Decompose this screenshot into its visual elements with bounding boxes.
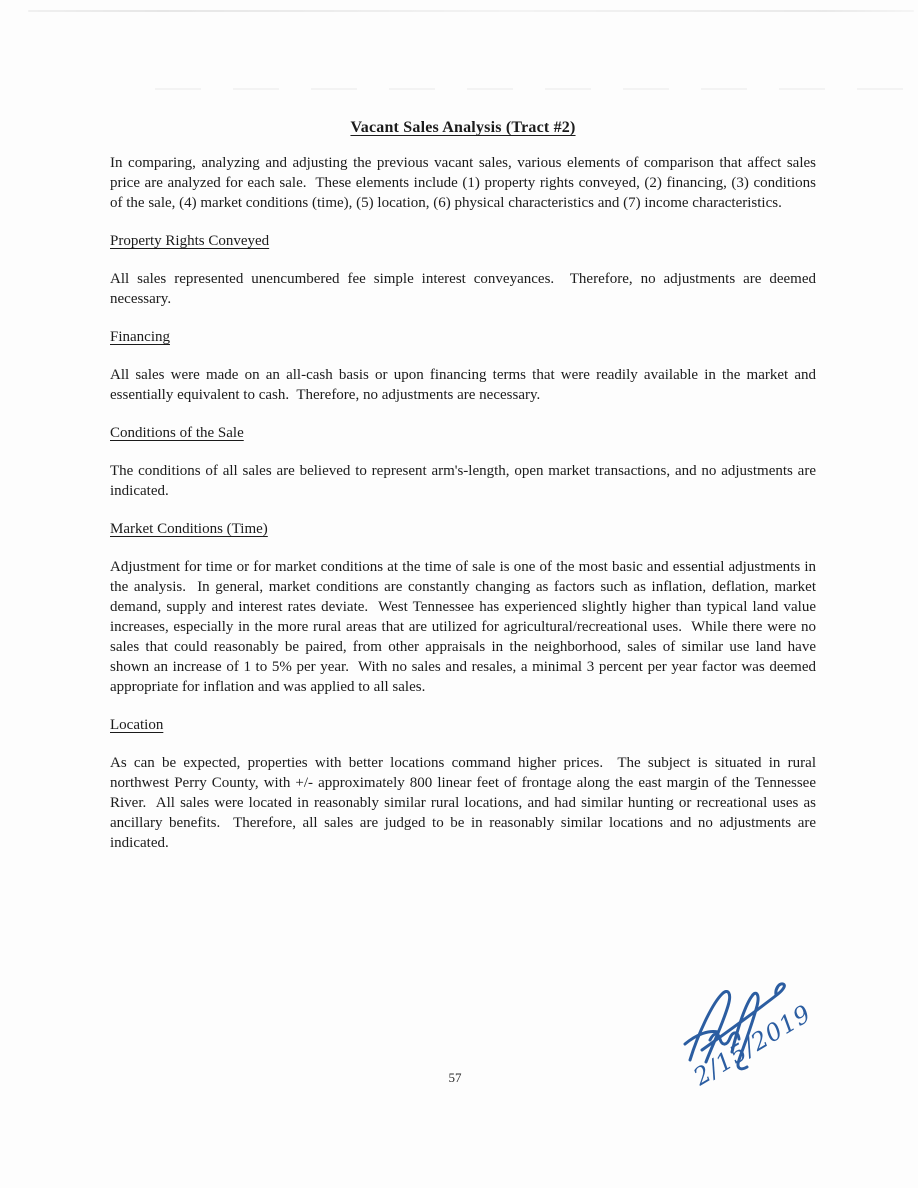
section-location — [110, 715, 816, 853]
section-body-market-conditions: Adjustment for time or for market conditions at the time of sale is one of the most basic and essential adjustments in the analysis. In general, market conditions are constantly changing as factors such as inflation, deflation, market demand, supply and interest rates deviate. West Tennessee has experienced slightly higher than typical land value increases, especially in the more rural areas that are utilized for agricultural/recreational uses. While there were no sales that could reasonably be paired, from other appraisals in the neighborhood, sales of similar use land have shown an increase of 1 to 5% per year. With no sales and resales, a minimal 3 percent per year factor was deemed appropriate for inflation and was applied to all sales. — [110, 559, 816, 695]
page-number: 57 — [448, 1070, 462, 1085]
section-market-conditions — [110, 519, 816, 697]
section-conditions-of-sale — [110, 423, 816, 501]
section-financing — [110, 327, 816, 405]
page-title: Vacant Sales Analysis (Tract #2) — [350, 119, 576, 136]
section-body-conditions-of-sale: The conditions of all sales are believed to represent arm's-length, open market transactions, and no adjustments are indicated. — [110, 463, 816, 499]
section-body-location: As can be expected, properties with better locations command higher prices. The subject is situated in rural northwest Perry County, with +/- approximately 800 linear feet of frontage along the east margin of the Tennessee River. All sales were located in reasonably similar rural locations, and had similar hunting or recreational uses as ancillary benefits. Therefore, all sales are judged to be in reasonably similar locations and no adjustments are indicated. — [110, 755, 816, 851]
intro-paragraph: In comparing, analyzing and adjusting the previous vacant sales, various elements of comparison that affect sales price are analyzed for each sale. These elements include (1) property rights conveyed, (2) financing, (3) conditions of the sale, (4) market conditions (time), (5) location, (6) physical characteristics and (7) income characteristics. — [110, 155, 816, 211]
section-body-property-rights: All sales represented unencumbered fee simple interest conveyances. Therefore, no adjustments are deemed necessary. — [110, 271, 816, 307]
section-body-financing: All sales were made on an all-cash basis or upon financing terms that were readily available in the market and essentially equivalent to cash. Therefore, no adjustments are necessary. — [110, 367, 816, 403]
section-heading-market-conditions: Market Conditions (Time) — [110, 521, 268, 537]
signature-date: 2/15/2019 — [688, 999, 817, 1092]
document-content — [110, 0, 816, 853]
section-heading-conditions-of-sale: Conditions of the Sale — [110, 425, 244, 441]
section-property-rights — [110, 231, 816, 309]
section-heading-location: Location — [110, 717, 164, 733]
section-heading-financing: Financing — [110, 329, 170, 345]
section-heading-property-rights: Property Rights Conveyed — [110, 233, 270, 249]
